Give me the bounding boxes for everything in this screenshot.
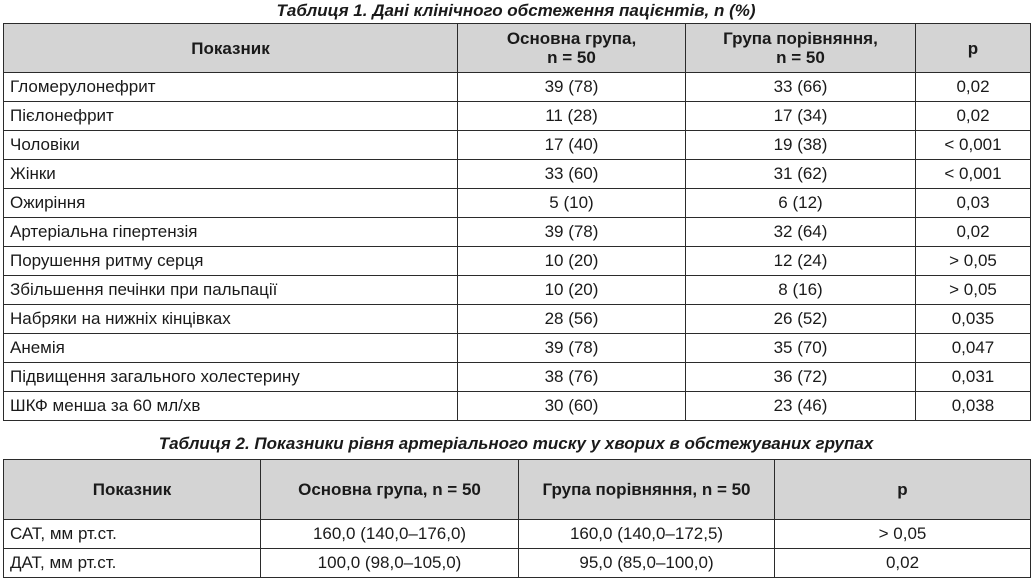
table1-value-cell: 35 (70) <box>686 334 916 363</box>
table2-caption: Таблиця 2. Показники рівня артеріального тиску у хворих в обстежуваних групах <box>158 434 874 453</box>
table-row <box>4 160 1031 189</box>
table1-value-cell: 10 (20) <box>458 247 686 276</box>
table1-indicator-cell: Підвищення загального холестерину <box>4 363 458 392</box>
table1-value-cell: 39 (78) <box>458 218 686 247</box>
table2-header-cell: Група порівняння, n = 50 <box>519 460 775 520</box>
table1-value-cell: 8 (16) <box>686 276 916 305</box>
table1-header-cell: Основна група, n = 50 <box>458 24 686 73</box>
table2-header-row <box>4 460 1031 520</box>
table1-value-cell: 23 (46) <box>686 392 916 421</box>
table1-value-cell: 0,038 <box>916 392 1031 421</box>
table1-value-cell: > 0,05 <box>916 276 1031 305</box>
table1-value-cell: 32 (64) <box>686 218 916 247</box>
table1-indicator-cell: Жінки <box>4 160 458 189</box>
table1-value-cell: 10 (20) <box>458 276 686 305</box>
table1-value-cell: 0,02 <box>916 102 1031 131</box>
table-row <box>4 102 1031 131</box>
table1-value-cell: 6 (12) <box>686 189 916 218</box>
table-row <box>4 549 1031 578</box>
table2-header-cell: Основна група, n = 50 <box>261 460 519 520</box>
table-row <box>4 131 1031 160</box>
table1-value-cell: 31 (62) <box>686 160 916 189</box>
table1-indicator-cell: Артеріальна гіпертензія <box>4 218 458 247</box>
table1-value-cell: 11 (28) <box>458 102 686 131</box>
table2-indicator-cell: ДАТ, мм рт.ст. <box>4 549 261 578</box>
table1-value-cell: > 0,05 <box>916 247 1031 276</box>
table2-value-cell: > 0,05 <box>775 520 1031 549</box>
table1-value-cell: 5 (10) <box>458 189 686 218</box>
table-row <box>4 363 1031 392</box>
table1-value-cell: < 0,001 <box>916 131 1031 160</box>
table1-indicator-cell: Ожиріння <box>4 189 458 218</box>
table1-caption: Таблиця 1. Дані клінічного обстеження пацієнтів, n (%) <box>276 1 756 20</box>
table-row <box>4 276 1031 305</box>
table2-value-cell: 160,0 (140,0–172,5) <box>519 520 775 549</box>
table1-value-cell: 33 (66) <box>686 73 916 102</box>
table1-indicator-cell: Збільшення печінки при пальпації <box>4 276 458 305</box>
table1-value-cell: 17 (34) <box>686 102 916 131</box>
table1-value-cell: 36 (72) <box>686 363 916 392</box>
table2-header-cell: p <box>775 460 1031 520</box>
table1-value-cell: 30 (60) <box>458 392 686 421</box>
table1-value-cell: 0,047 <box>916 334 1031 363</box>
table-row <box>4 334 1031 363</box>
table1-indicator-cell: Порушення ритму серця <box>4 247 458 276</box>
table-row <box>4 520 1031 549</box>
blood-pressure-table <box>3 459 1031 578</box>
clinical-examination-table <box>3 23 1031 421</box>
table1-header-cell: Група порівняння, n = 50 <box>686 24 916 73</box>
table1-value-cell: 0,035 <box>916 305 1031 334</box>
table1-value-cell: < 0,001 <box>916 160 1031 189</box>
table1-header-cell: Показник <box>4 24 458 73</box>
table-row <box>4 189 1031 218</box>
table1-indicator-cell: Набряки на нижніх кінцівках <box>4 305 458 334</box>
table-row <box>4 392 1031 421</box>
table2-value-cell: 95,0 (85,0–100,0) <box>519 549 775 578</box>
table1-header-row <box>4 24 1031 73</box>
table1-indicator-cell: Чоловіки <box>4 131 458 160</box>
table2-value-cell: 0,02 <box>775 549 1031 578</box>
table1-value-cell: 28 (56) <box>458 305 686 334</box>
table-row <box>4 305 1031 334</box>
table2-indicator-cell: САТ, мм рт.ст. <box>4 520 261 549</box>
table1-value-cell: 26 (52) <box>686 305 916 334</box>
table1-value-cell: 33 (60) <box>458 160 686 189</box>
table1-value-cell: 39 (78) <box>458 73 686 102</box>
table1-value-cell: 17 (40) <box>458 131 686 160</box>
table2-value-cell: 100,0 (98,0–105,0) <box>261 549 519 578</box>
table1-value-cell: 0,031 <box>916 363 1031 392</box>
table2-value-cell: 160,0 (140,0–176,0) <box>261 520 519 549</box>
table1-indicator-cell: Анемія <box>4 334 458 363</box>
table1-value-cell: 12 (24) <box>686 247 916 276</box>
table1-header-cell: p <box>916 24 1031 73</box>
table1-value-cell: 0,03 <box>916 189 1031 218</box>
table-row <box>4 247 1031 276</box>
table1-value-cell: 19 (38) <box>686 131 916 160</box>
table1-indicator-cell: Гломерулонефрит <box>4 73 458 102</box>
table1-value-cell: 39 (78) <box>458 334 686 363</box>
table2-header-cell: Показник <box>4 460 261 520</box>
table1-value-cell: 0,02 <box>916 73 1031 102</box>
table1-value-cell: 0,02 <box>916 218 1031 247</box>
table1-value-cell: 38 (76) <box>458 363 686 392</box>
table1-indicator-cell: ШКФ менша за 60 мл/хв <box>4 392 458 421</box>
table-row <box>4 218 1031 247</box>
table-row <box>4 73 1031 102</box>
table1-indicator-cell: Пієлонефрит <box>4 102 458 131</box>
